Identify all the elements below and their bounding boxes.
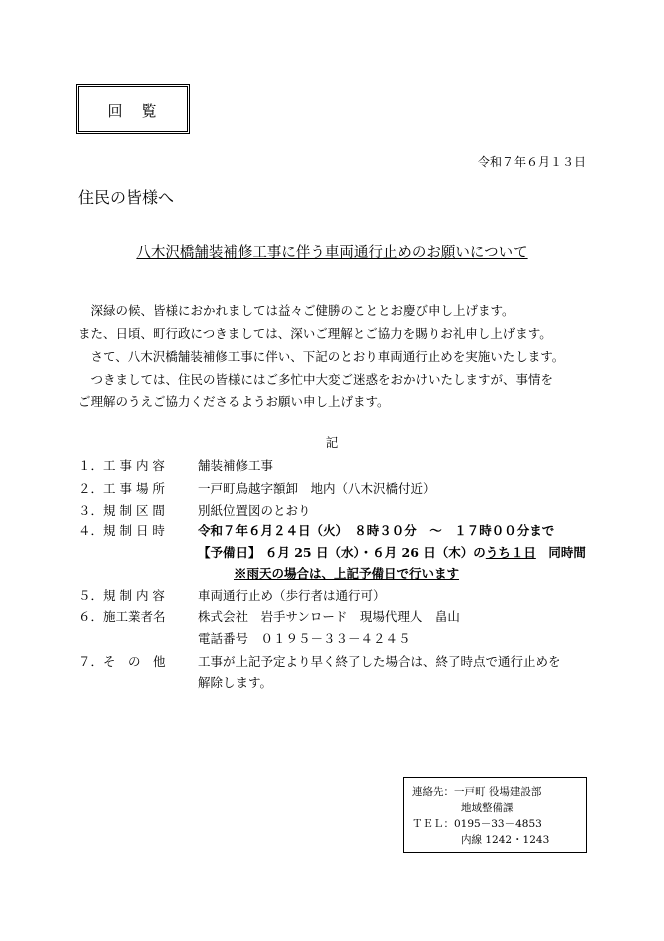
item-other-label: ７．そ の 他 <box>78 654 166 669</box>
item-section-label: ３．規 制 区 間 <box>78 503 165 518</box>
item-reserve-days <box>198 543 586 561</box>
body-line-3: さて、八木沢橋舗装補修工事に伴い、下記のとおり車両通行止めを実施いたします。 <box>78 349 565 364</box>
body-line-1: 深緑の候、皆様におかれましては益々ご健勝のこととお慶び申し上げます。 <box>78 303 515 318</box>
document-date: 令和７年６月１３日 <box>477 155 586 169</box>
subject-text: 八木沢橋舗装補修工事に伴う車両通行止めのお願いについて <box>136 245 528 261</box>
item-other-line-1: 工事が上記予定より早く終了した場合は、終了時点で通行止めを <box>198 654 561 669</box>
item-other-line-2: 解除します。 <box>198 675 273 690</box>
contact-line-3: ＴＥＬ：0195－33－4853 <box>412 818 542 830</box>
reserve-prefix: 【予備日】 ６月 25 日（水）・６月 26 日（木）の <box>198 545 486 560</box>
reserve-one-day: うち１日 <box>485 545 536 560</box>
item-section-value: 別紙位置図のとおり <box>198 503 311 518</box>
ki-heading: 記 <box>325 435 339 450</box>
item-regulation-value: 車両通行止め（歩行者は通行可） <box>198 588 386 603</box>
contact-line-2: 地域整備課 <box>461 802 514 814</box>
addressee: 住民の皆様へ <box>78 188 175 207</box>
item-content-label: １．工 事 内 容 <box>78 458 165 473</box>
item-content-value: 舗装補修工事 <box>198 458 274 473</box>
item-contractor-value: 株式会社 岩手サンロード 現場代理人 畠山 <box>198 609 460 624</box>
contact-line-1: 連絡先：一戸町 役場建設部 <box>412 786 542 798</box>
body-line-5: ご理解のうえご協力くださるようお願い申し上げます。 <box>78 394 390 409</box>
body-line-4: つきましては、住民の皆様にはご多忙中大変ご迷惑をおかけいたしますが、事情を <box>78 372 554 387</box>
kairan-box <box>76 84 190 134</box>
contact-line-4: 内線 1242・1243 <box>461 834 550 846</box>
contact-box <box>403 777 587 853</box>
item-phone-value: 電話番号 ０１９５－３３－４２４５ <box>198 631 411 646</box>
item-contractor-label: ６．施工業者名 <box>78 609 166 624</box>
reserve-suffix: 同時間 <box>535 545 586 560</box>
kairan-label: 回 覧 <box>107 102 159 120</box>
item-datetime-value: 令和７年６月２４日（火） ８時３０分 ～ １７時００分まで <box>198 523 555 538</box>
rain-note: ※雨天の場合は、上記予備日で行います <box>234 566 460 581</box>
item-datetime-label: ４．規 制 日 時 <box>78 523 165 538</box>
item-place-label: ２．工 事 場 所 <box>78 481 165 496</box>
item-place-value: 一戸町鳥越字額卸 地内（八木沢橋付近） <box>198 481 436 496</box>
body-line-2: また、日頃、町行政につきましては、深いご理解とご協力を賜りお礼申し上げます。 <box>78 326 552 341</box>
subject-title <box>0 241 664 262</box>
item-regulation-label: ５．規 制 内 容 <box>78 588 165 603</box>
